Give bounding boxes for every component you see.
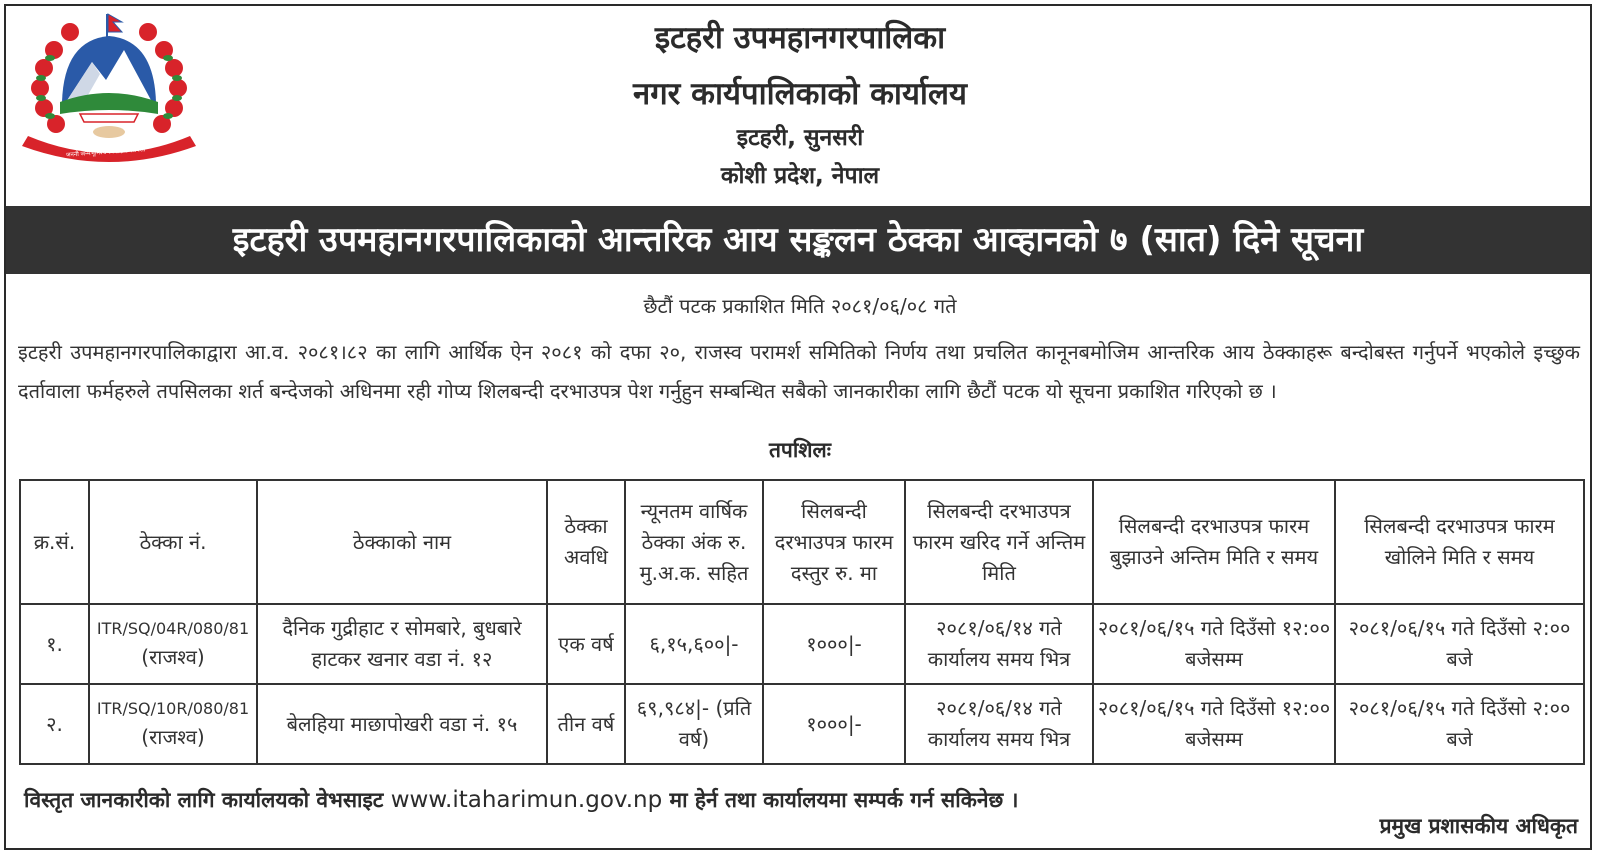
cell-period: एक वर्ष bbox=[547, 604, 625, 684]
table-row bbox=[20, 684, 1584, 764]
col-header-sn: क्र.सं. bbox=[20, 480, 89, 604]
office-name: नगर कार्यपालिकाको कार्यालय bbox=[633, 76, 967, 112]
table-row bbox=[20, 604, 1584, 684]
contract-code: ITR/SQ/04R/080/81 bbox=[96, 618, 250, 638]
schedule-label: तपशिलः bbox=[768, 438, 832, 462]
signatory: प्रमुख प्रशासकीय अधिकृत bbox=[1379, 814, 1578, 838]
cell-code bbox=[89, 684, 257, 764]
col-header-submit: सिलबन्दी दरभाउपत्र फारम बुझाउने अन्तिम मिति र समय bbox=[1093, 480, 1335, 604]
table-header-row bbox=[20, 480, 1584, 604]
tender-table bbox=[19, 479, 1585, 765]
cell-fee: १०००|- bbox=[763, 604, 905, 684]
cell-submit: २०८१/०६/१५ गते दिउँसो १२:०० बजेसम्म bbox=[1093, 684, 1335, 764]
cell-fee: १०००|- bbox=[763, 684, 905, 764]
website-link[interactable]: www.itaharimun.gov.np bbox=[390, 787, 663, 813]
cell-purchase: २०८१/०६/१४ गते कार्यालय समय भित्र bbox=[905, 684, 1093, 764]
province-country: कोशी प्रदेश, नेपाल bbox=[720, 163, 880, 189]
notice-paragraph: इटहरी उपमहानगरपालिकाद्वारा आ.व. २०८१।८२ का लागि आर्थिक ऐन २०८१ को दफा २०, राजस्व परामर्श समितिको निर्णय तथा प्रचलित कानूनबमोजिम आन्तरिक आय ठेक्काहरू बन्दोबस्त गर्नुपर्ने भएकोले इच्छुक दर्तावाला फर्महरुले तपसिलका शर्त बन्देजको अधिनमा रही गोप्य शिलबन्दी दरभाउपत्र पेश गर्नुहुन सम्बन्धित सबैको जानकारीका लागि छैटौं पटक यो सूचना प्रकाशित गरिएको छ । bbox=[18, 340, 1580, 403]
cell-amount: ६९,९८४|- (प्रति वर्ष) bbox=[625, 684, 763, 764]
publish-date: छैटौं पटक प्रकाशित मिति २०८१/०६/०८ गते bbox=[643, 294, 957, 318]
notice-title-banner: इटहरी उपमहानगरपालिकाको आन्तरिक आय सङ्कलन ठेक्का आव्हानको ७ (सात) दिने सूचना bbox=[6, 206, 1590, 274]
office-location: इटहरी, सुनसरी bbox=[736, 125, 864, 151]
col-header-opening: सिलबन्दी दरभाउपत्र फारम खोलिने मिति र समय bbox=[1335, 480, 1584, 604]
emblem-motto: जननी जन्मभूमिश्च स्वर्गादपि गरीयसी bbox=[65, 146, 146, 159]
cell-opening: २०८१/०६/१५ गते दिउँसो २:०० बजे bbox=[1335, 684, 1584, 764]
municipality-name: इटहरी उपमहानगरपालिका bbox=[654, 20, 946, 56]
contract-type: (राजश्व) bbox=[141, 644, 205, 669]
cell-amount: ६,१५,६००|- bbox=[625, 604, 763, 684]
footer-note bbox=[24, 786, 1018, 814]
contract-code: ITR/SQ/10R/080/81 bbox=[96, 698, 250, 718]
col-header-name: ठेक्काको नाम bbox=[257, 480, 547, 604]
cell-submit: २०८१/०६/१५ गते दिउँसो १२:०० बजेसम्म bbox=[1093, 604, 1335, 684]
col-header-purchase: सिलबन्दी दरभाउपत्र फारम खरिद गर्ने अन्तिम मिति bbox=[905, 480, 1093, 604]
col-header-period: ठेक्का अवधि bbox=[547, 480, 625, 604]
col-header-code: ठेक्का नं. bbox=[89, 480, 257, 604]
col-header-fee: सिलबन्दी दरभाउपत्र फारम दस्तुर रु. मा bbox=[763, 480, 905, 604]
cell-code bbox=[89, 604, 257, 684]
cell-period: तीन वर्ष bbox=[547, 684, 625, 764]
cell-purchase: २०८१/०६/१४ गते कार्यालय समय भित्र bbox=[905, 604, 1093, 684]
cell-name: दैनिक गुद्रीहाट र सोमबारे, बुधबारे हाटकर खनार वडा नं. १२ bbox=[257, 604, 547, 684]
footer-suffix: मा हेर्न तथा कार्यालयमा सम्पर्क गर्न सकिनेछ । bbox=[669, 788, 1019, 812]
cell-sn: २. bbox=[20, 684, 89, 764]
cell-opening: २०८१/०६/१५ गते दिउँसो २:०० बजे bbox=[1335, 604, 1584, 684]
cell-name: बेलहिया माछापोखरी वडा नं. १५ bbox=[257, 684, 547, 764]
cell-sn: १. bbox=[20, 604, 89, 684]
footer-prefix: विस्तृत जानकारीको लागि कार्यालयको वेभसाइट bbox=[24, 788, 384, 812]
col-header-amount: न्यूनतम वार्षिक ठेक्का अंक रु. मु.अ.क. सहित bbox=[625, 480, 763, 604]
contract-type: (राजश्व) bbox=[141, 724, 205, 749]
